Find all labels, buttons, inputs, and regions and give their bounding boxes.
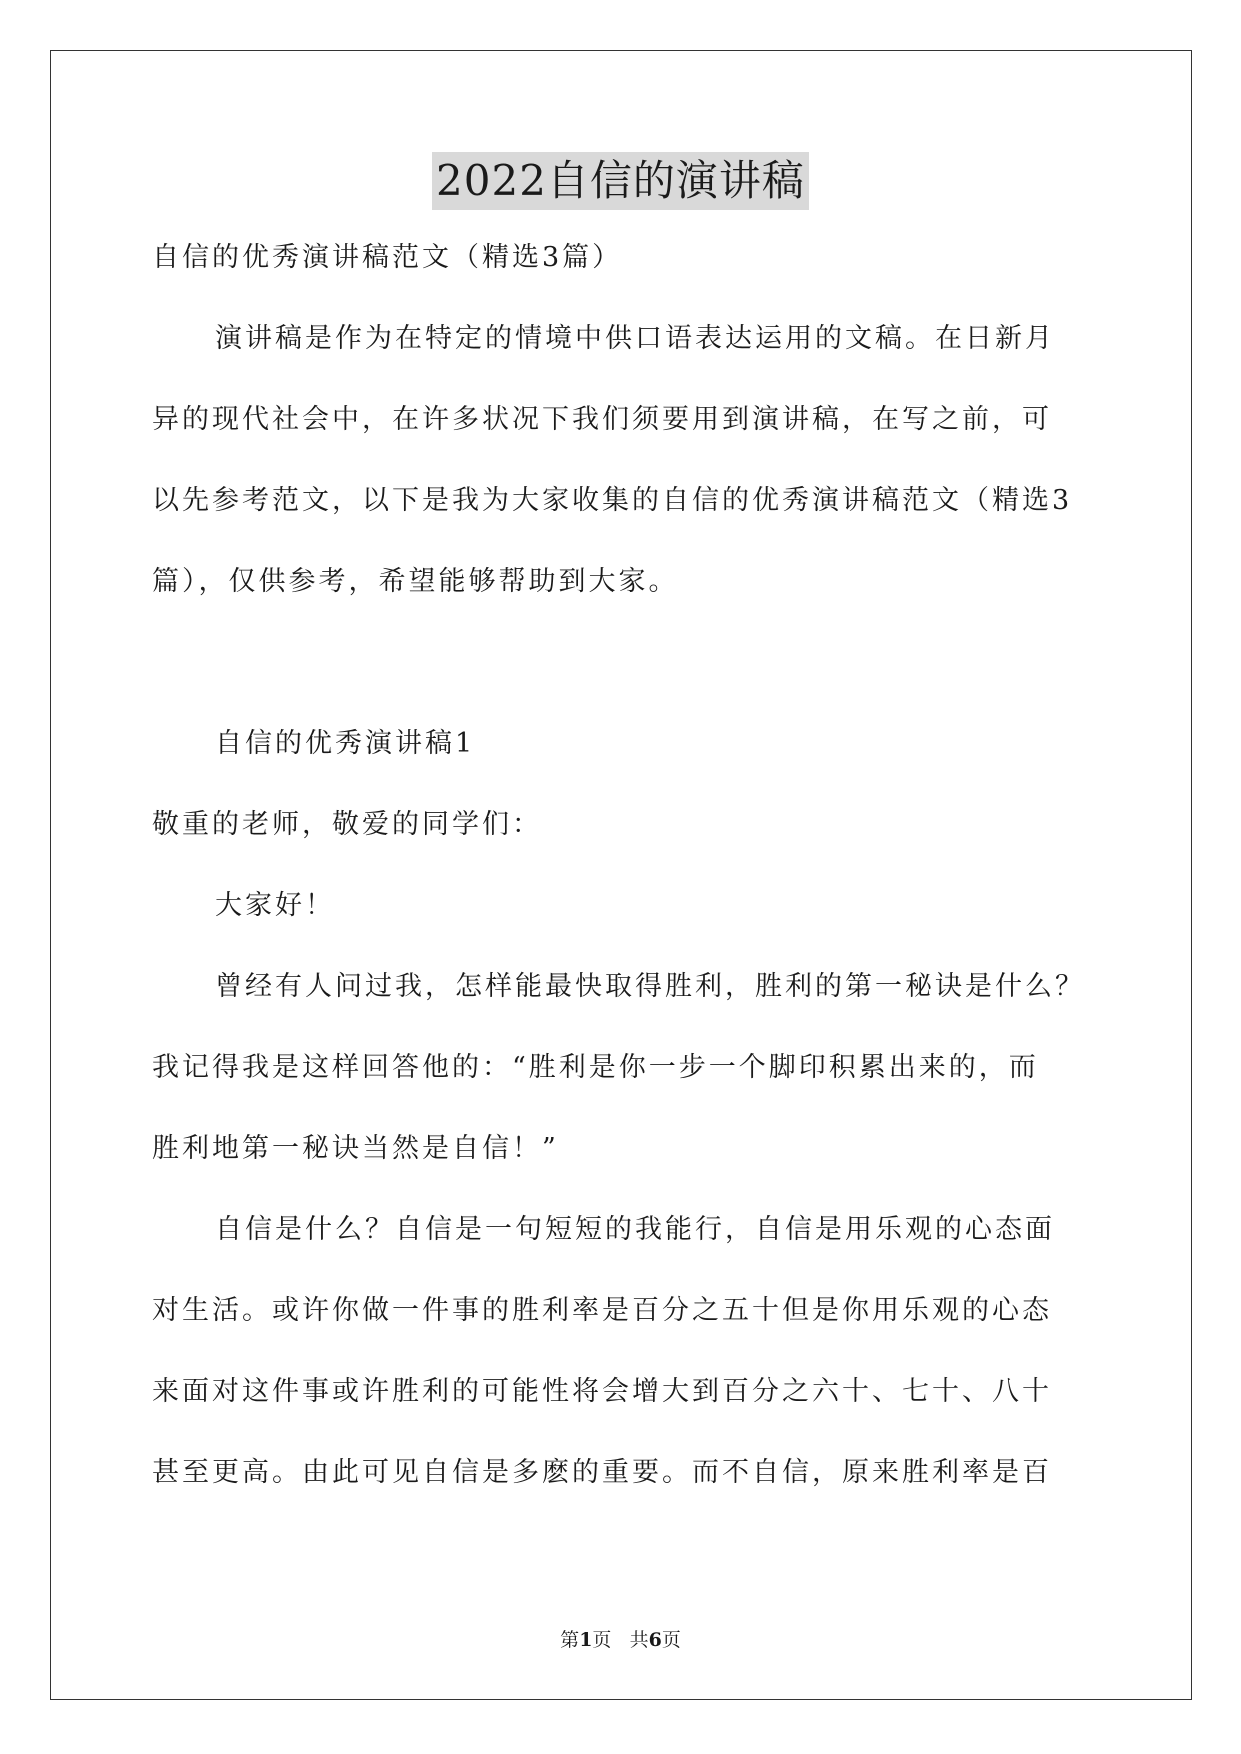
total-suffix: 页	[661, 1629, 681, 1651]
paragraph-line: 对生活。或许你做一件事的胜利率是百分之五十但是你用乐观的心态	[152, 1295, 1052, 1326]
salutation-line: 敬重的老师，敬爱的同学们：	[152, 809, 542, 840]
paragraph-line: 甚至更高。由此可见自信是多麽的重要。而不自信，原来胜利率是百	[152, 1457, 1052, 1488]
paragraph-line: 我记得我是这样回答他的：“胜利是你一步一个脚印积累出来的，而	[152, 1052, 1039, 1083]
paragraph-line: 异的现代社会中，在许多状况下我们须要用到演讲稿，在写之前，可	[152, 404, 1052, 435]
page-current: 1	[579, 1629, 593, 1651]
total-prefix: 共	[629, 1629, 649, 1651]
page-prefix: 第	[560, 1629, 580, 1651]
section-heading: 自信的优秀演讲稿1	[215, 728, 476, 759]
paragraph-line: 胜利地第一秘诀当然是自信！”	[152, 1133, 559, 1164]
paragraph-line: 来面对这件事或许胜利的可能性将会增大到百分之六十、七十、八十	[152, 1376, 1052, 1407]
paragraph-line: 曾经有人问过我，怎样能最快取得胜利，胜利的第一秘诀是什么？	[215, 971, 1085, 1002]
title-container	[0, 152, 1241, 210]
page-suffix: 页	[592, 1629, 612, 1651]
document-body	[152, 232, 1096, 1528]
paragraph-line: 演讲稿是作为在特定的情境中供口语表达运用的文稿。在日新月	[215, 323, 1055, 354]
subtitle-line: 自信的优秀演讲稿范文（精选3篇）	[152, 242, 623, 273]
paragraph-line: 自信是什么？自信是一句短短的我能行，自信是用乐观的心态面	[215, 1214, 1055, 1245]
blank-line	[152, 637, 1096, 718]
page-footer	[0, 1625, 1241, 1652]
greeting-line: 大家好！	[215, 890, 335, 921]
document-title: 2022自信的演讲稿	[432, 152, 809, 210]
page-total: 6	[648, 1629, 662, 1651]
paragraph-line: 以先参考范文，以下是我为大家收集的自信的优秀演讲稿范文（精选3	[152, 485, 1073, 516]
paragraph-line: 篇），仅供参考，希望能够帮助到大家。	[152, 566, 679, 597]
